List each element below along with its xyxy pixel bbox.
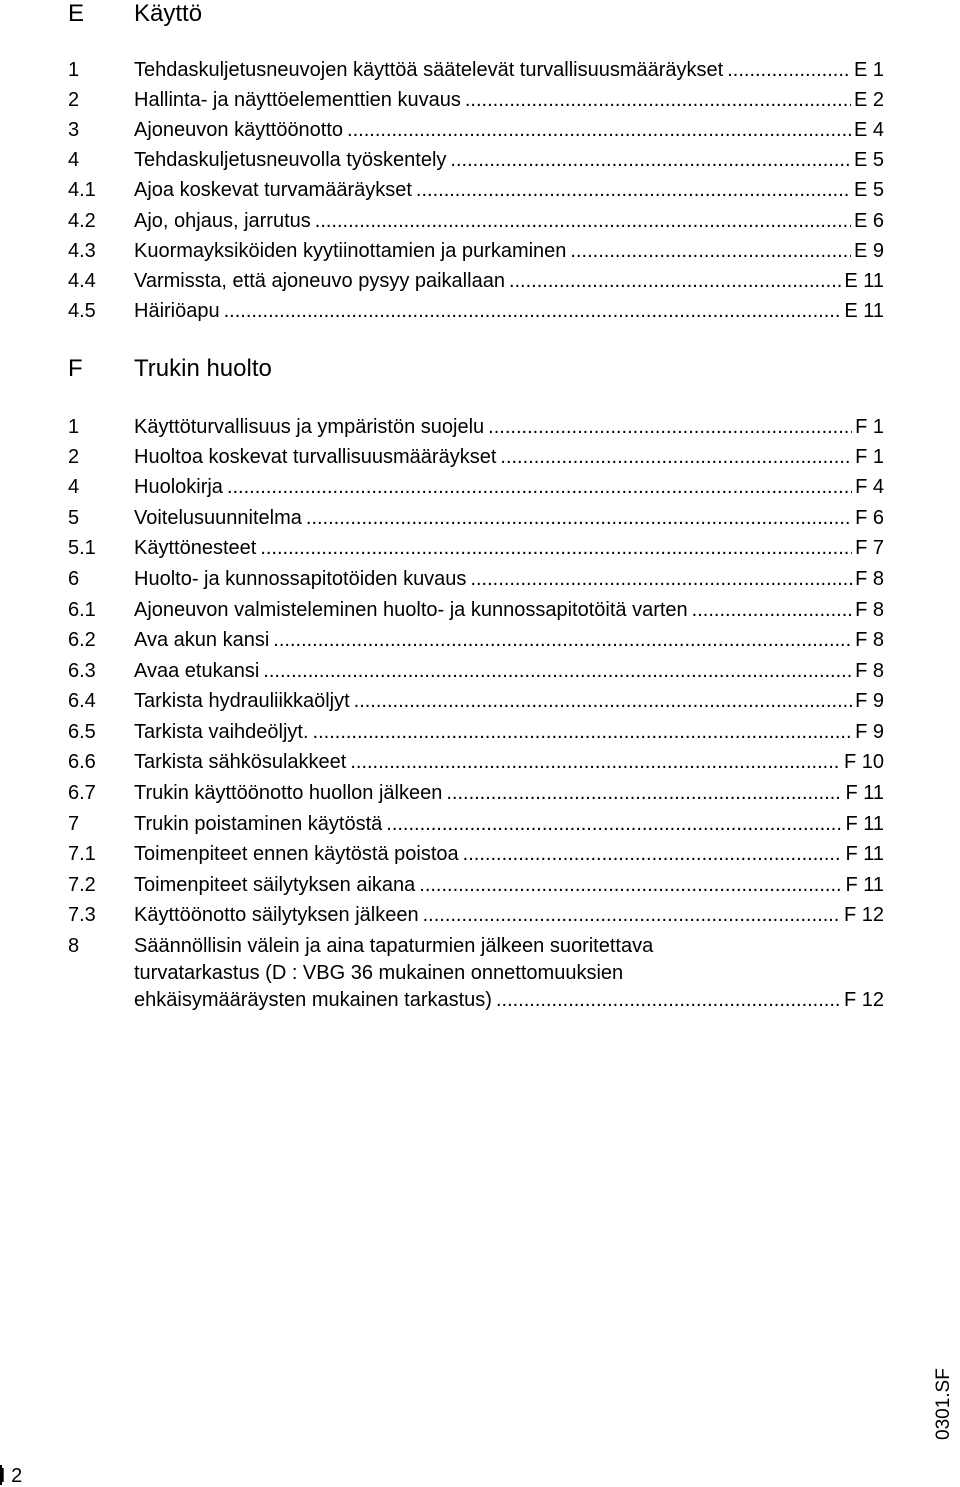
- entry-title: Trukin käyttöönotto huollon jälkeen: [134, 782, 443, 804]
- leader-dots: [570, 238, 851, 264]
- toc-entry[interactable]: [68, 268, 884, 294]
- entry-number: 6.3: [68, 660, 96, 682]
- leader-dots: [306, 505, 852, 531]
- entry-title: Ajoa koskevat turvamääräykset: [134, 179, 412, 201]
- leader-dots: [260, 535, 852, 561]
- leader-dots: [350, 749, 841, 775]
- entry-title: Kuormayksiköiden kyytiinottamien ja purkaminen: [134, 240, 567, 262]
- leader-dots: [463, 841, 843, 867]
- entry-page: F 9: [855, 690, 884, 712]
- toc-entry[interactable]: [68, 147, 884, 173]
- leader-dots: [354, 688, 852, 714]
- toc-entry-multiline[interactable]: [68, 933, 884, 1014]
- entry-number: 5.1: [68, 537, 96, 559]
- leader-dots: [470, 566, 852, 592]
- entry-title: Huoltoa koskevat turvallisuusmääräykset: [134, 446, 497, 468]
- entry-page: E 5: [853, 149, 884, 171]
- entry-title: Huolokirja: [134, 476, 223, 498]
- entry-number: 6.6: [68, 751, 96, 773]
- toc-entry[interactable]: [68, 688, 884, 714]
- entry-page: F 9: [855, 721, 884, 743]
- entry-number: 4: [68, 476, 80, 498]
- entry-title: Ajoneuvon valmisteleminen huolto- ja kunnossapitotöitä varten: [134, 599, 688, 621]
- entry-number: 4.2: [68, 210, 96, 232]
- leader-dots: [465, 87, 851, 113]
- toc-entry[interactable]: [68, 117, 884, 143]
- toc-entry[interactable]: [68, 749, 884, 775]
- entry-page: F 8: [855, 629, 884, 651]
- toc-entry[interactable]: [68, 719, 884, 745]
- entry-page: F 11: [845, 843, 884, 865]
- document-code: 0301.SF: [933, 1368, 954, 1440]
- entry-number: 4.4: [68, 270, 96, 292]
- entry-title: Ajoneuvon käyttöönotto: [134, 119, 344, 141]
- leader-dots: [227, 474, 852, 500]
- leader-dots: [386, 811, 842, 837]
- toc-entry[interactable]: [68, 566, 884, 592]
- entry-number: 6.2: [68, 629, 96, 651]
- toc-entry[interactable]: [68, 597, 884, 623]
- entry-number: 2: [68, 446, 80, 468]
- toc-entry[interactable]: [68, 57, 884, 83]
- leader-dots: [263, 658, 852, 684]
- entry-page: E 6: [853, 210, 884, 232]
- entry-title: Tehdaskuljetusneuvolla työskentely: [134, 149, 447, 171]
- toc-entry[interactable]: [68, 841, 884, 867]
- entry-number: 5: [68, 507, 80, 529]
- entry-title: Tehdaskuljetusneuvojen käyttöä säätelevät turvallisuusmääräykset: [134, 59, 724, 81]
- toc-entry[interactable]: [68, 298, 884, 324]
- entry-title: Toimenpiteet säilytyksen aikana: [134, 874, 416, 896]
- leader-dots: [313, 719, 853, 745]
- entry-title: Käyttönesteet: [134, 537, 257, 559]
- entry-number: 2: [68, 89, 80, 111]
- toc-entry[interactable]: [68, 208, 884, 234]
- entry-title-line-1: Säännöllisin välein ja aina tapaturmien jälkeen suoritettava: [134, 935, 654, 957]
- leader-dots: [496, 987, 841, 1014]
- entry-page: E 5: [853, 179, 884, 201]
- toc-entry[interactable]: [68, 474, 884, 500]
- leader-dots: [450, 147, 851, 173]
- leader-dots: [500, 444, 852, 470]
- toc-entry[interactable]: [68, 627, 884, 653]
- entry-page: F 1: [855, 446, 884, 468]
- entry-page: F 12: [843, 904, 884, 926]
- entry-page: F 6: [855, 507, 884, 529]
- entry-page: F 11: [845, 874, 884, 896]
- entry-title: Ava akun kansi: [134, 629, 270, 651]
- entry-page: E 1: [853, 59, 884, 81]
- toc-entry[interactable]: [68, 658, 884, 684]
- entry-title: Häiriöapu: [134, 300, 220, 322]
- entry-page: E 2: [853, 89, 884, 111]
- entry-title: Huolto- ja kunnossapitotöiden kuvaus: [134, 568, 467, 590]
- entry-title: Tarkista hydrauliikkaöljyt: [134, 690, 350, 712]
- entry-page: E 9: [853, 240, 884, 262]
- entry-title-line-2: turvatarkastus (D : VBG 36 mukainen onnettomuuksien: [134, 962, 624, 984]
- entry-title: Ajo, ohjaus, jarrutus: [134, 210, 311, 232]
- toc-entry[interactable]: [68, 872, 884, 898]
- entry-number: 6.7: [68, 782, 96, 804]
- section-name: Käyttö: [134, 0, 203, 27]
- leader-dots: [509, 268, 841, 294]
- entry-title: Hallinta- ja näyttöelementtien kuvaus: [134, 89, 461, 111]
- leader-dots: [315, 208, 851, 234]
- toc-entry[interactable]: [68, 177, 884, 203]
- leader-dots: [423, 902, 841, 928]
- entry-page: F 8: [855, 660, 884, 682]
- entry-title-line-3: ehkäisymääräysten mukainen tarkastus): [134, 989, 492, 1011]
- toc-entry[interactable]: [68, 780, 884, 806]
- entry-number: 6.4: [68, 690, 96, 712]
- leader-dots: [347, 117, 851, 143]
- entry-title: Käyttöönotto säilytyksen jälkeen: [134, 904, 419, 926]
- entry-page: F 1: [855, 416, 884, 438]
- entry-number: 4.3: [68, 240, 96, 262]
- entry-number: 1: [68, 59, 80, 81]
- entry-page: E 11: [844, 300, 884, 322]
- entry-number: 6.5: [68, 721, 96, 743]
- leader-dots: [446, 780, 842, 806]
- toc-entry[interactable]: [68, 505, 884, 531]
- entry-page: F 11: [845, 782, 884, 804]
- page-number: I 2: [0, 1465, 23, 1487]
- entry-number: 7: [68, 813, 80, 835]
- leader-dots: [419, 872, 842, 898]
- entry-page: E 11: [844, 270, 884, 292]
- toc-entry[interactable]: [68, 444, 884, 470]
- entry-title: Käyttöturvallisuus ja ympäristön suojelu: [134, 416, 485, 438]
- entry-page: F 10: [843, 751, 884, 773]
- entry-page: F 8: [855, 599, 884, 621]
- entry-title: Tarkista vaihdeöljyt.: [134, 721, 309, 743]
- leader-dots: [224, 298, 842, 324]
- entry-number: 4.1: [68, 179, 96, 201]
- entry-page: F 12: [843, 989, 884, 1011]
- entry-page: E 4: [853, 119, 884, 141]
- entry-page: F 4: [855, 476, 884, 498]
- entry-page: F 7: [855, 537, 884, 559]
- section-letter: E: [68, 0, 85, 27]
- entry-title: Voitelusuunnitelma: [134, 507, 302, 529]
- entry-title: Avaa etukansi: [134, 660, 260, 682]
- entry-number: 7.3: [68, 904, 96, 926]
- leader-dots: [692, 597, 852, 623]
- leader-dots: [416, 177, 851, 203]
- entry-number: 7.2: [68, 874, 96, 896]
- section-name: Trukin huolto: [134, 355, 272, 382]
- entry-title-line-3-row: [134, 987, 884, 1014]
- entry-title: Toimenpiteet ennen käytöstä poistoa: [134, 843, 459, 865]
- entry-page: F 8: [855, 568, 884, 590]
- entry-number: 4.5: [68, 300, 96, 322]
- toc-entry[interactable]: [68, 902, 884, 928]
- entry-title: Tarkista sähkösulakkeet: [134, 751, 347, 773]
- entry-number: 4: [68, 149, 80, 171]
- entry-title: Trukin poistaminen käytöstä: [134, 813, 383, 835]
- entry-number: 8: [68, 935, 80, 957]
- entry-number: 6: [68, 568, 80, 590]
- toc-entry[interactable]: [68, 238, 884, 264]
- toc-entry[interactable]: [68, 535, 884, 561]
- leader-dots: [273, 627, 852, 653]
- section-letter: F: [68, 355, 83, 382]
- entry-page: F 11: [845, 813, 884, 835]
- leader-dots: [727, 57, 851, 83]
- entry-number: 1: [68, 416, 80, 438]
- entry-title: Varmissta, että ajoneuvo pysyy paikallaan: [134, 270, 505, 292]
- entry-number: 7.1: [68, 843, 96, 865]
- toc-entry[interactable]: [68, 87, 884, 113]
- entry-number: 3: [68, 119, 80, 141]
- leader-dots: [488, 414, 852, 440]
- toc-entry[interactable]: [68, 811, 884, 837]
- entry-number: 6.1: [68, 599, 96, 621]
- toc-entry[interactable]: [68, 414, 884, 440]
